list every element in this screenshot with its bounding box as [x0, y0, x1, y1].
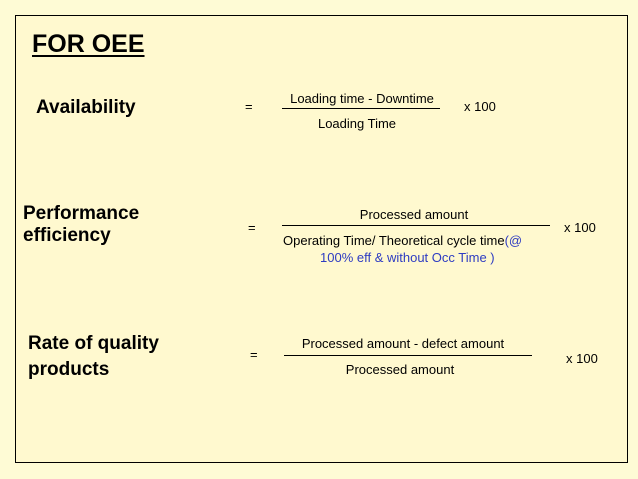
availability-denominator: Loading Time — [317, 116, 397, 131]
performance-label-line-2: efficiency — [23, 225, 111, 246]
quality-fraction-bar — [284, 355, 532, 356]
availability-fraction-bar — [282, 108, 440, 109]
performance-denominator-note: 100% eff & without Occ Time ) — [320, 250, 495, 265]
performance-equals: = — [248, 220, 256, 235]
availability-label: Availability — [36, 97, 136, 118]
quality-denominator: Processed amount — [345, 362, 455, 377]
quality-numerator: Processed amount - defect amount — [301, 336, 505, 351]
availability-equals: = — [245, 99, 253, 114]
availability-multiplier: x 100 — [464, 99, 496, 114]
performance-fraction-bar — [282, 225, 550, 226]
quality-equals: = — [250, 347, 258, 362]
quality-label-line-1: Rate of quality — [28, 333, 159, 354]
performance-denominator-text: Operating Time/ Theoretical cycle time — [283, 233, 505, 248]
performance-label-line-1: Performance — [23, 203, 140, 224]
performance-numerator: Processed amount — [359, 207, 469, 222]
performance-denominator-note-start: (@ — [504, 233, 523, 248]
quality-label-line-2: products — [28, 359, 110, 380]
performance-multiplier: x 100 — [564, 220, 596, 235]
performance-denominator — [283, 233, 522, 248]
availability-numerator: Loading time - Downtime — [290, 91, 434, 106]
page-title: FOR OEE — [32, 30, 145, 58]
quality-multiplier: x 100 — [566, 351, 598, 366]
